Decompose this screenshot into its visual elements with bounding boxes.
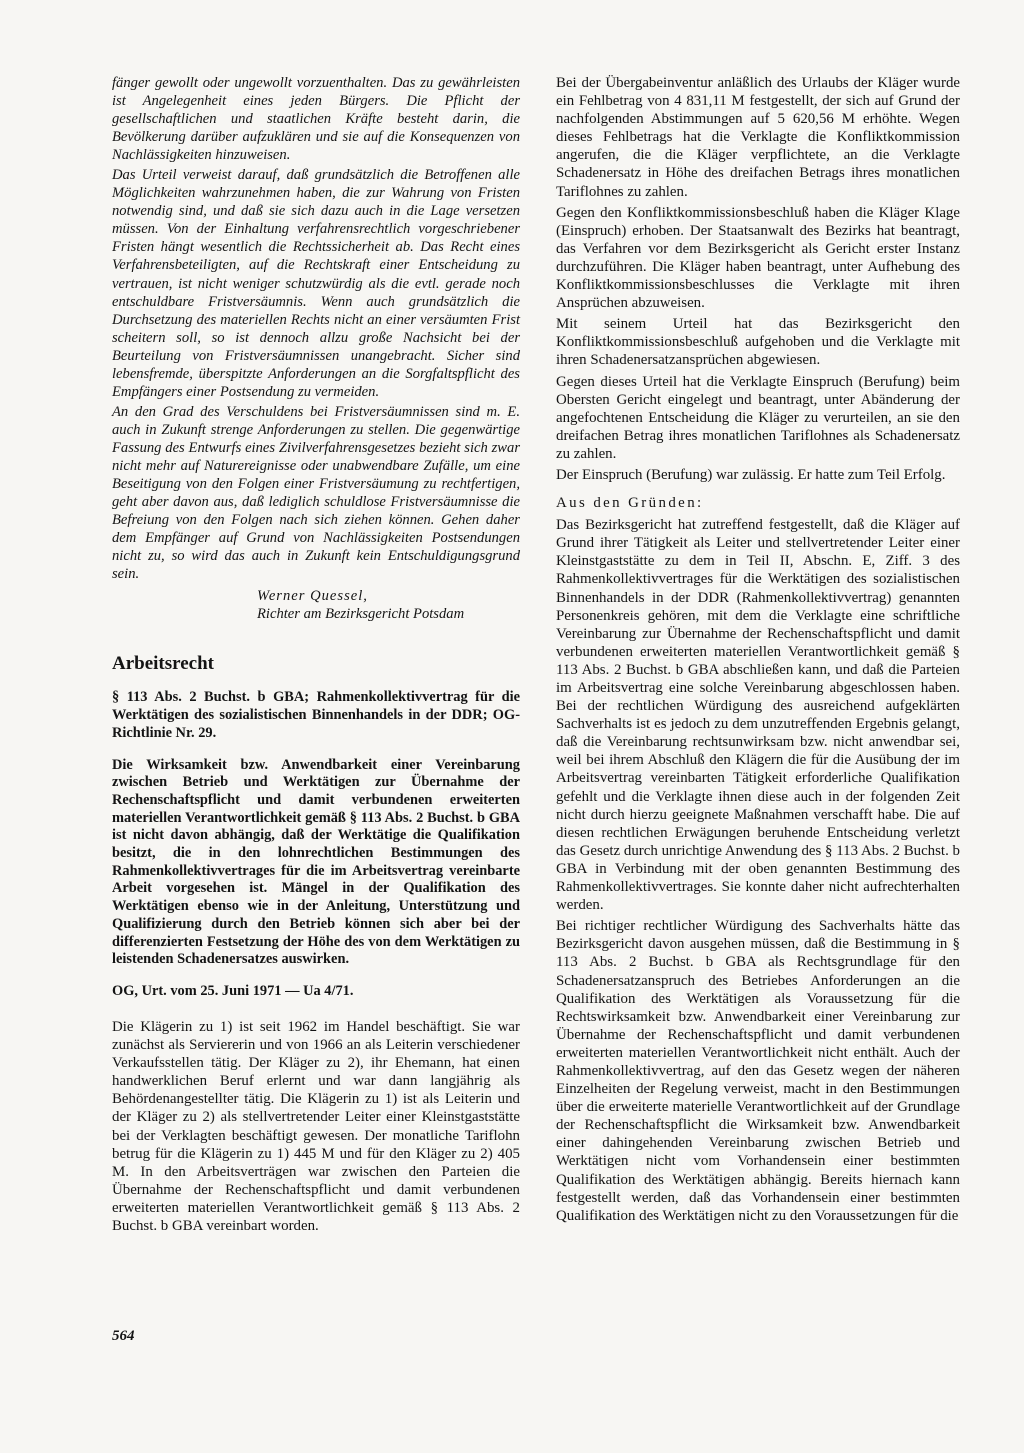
right-column — [556, 74, 960, 1228]
commentary-block — [112, 74, 520, 623]
commentary-paragraph: fänger gewollt oder ungewollt vorzuenthalten. Das zu gewährleisten ist Angelegenheit eines jeden Bürgers. Die Pflicht der gesellschaftlichen und staatlichen Kräfte besteht darin, die Bevölkerung darüber aufzuklären und sie auf die Konsequenzen von Nachlässigkeiten hinzuweisen. — [112, 75, 520, 164]
body-paragraph: Gegen dieses Urteil hat die Verklagte Einspruch (Berufung) beim Obersten Gericht eingelegt und beantragt, unter Abänderung der angefochtenen Entscheidung die Kläger zu verurteilen, an sie den dreifachen Betrag ihres monatlichen Tariflohnes als Schadenersatz zu zahlen. — [556, 373, 960, 462]
signature — [257, 587, 520, 623]
headnote: Die Wirksamkeit bzw. Anwendbarkeit einer Vereinbarung zwischen Betrieb und Werktätigen zur Übernahme der Rechenschaftspflicht und damit verbundenen erweiterten materiellen Verantwortlichkeit gemäß § 113 Abs. 2 Buchst. b GBA ist nicht davon abhängig, daß der Werktätige die Qualifikation besitzt, die in den lohnrechtlichen Bestimmungen des Rahmenkollektivvertrages für die im Arbeitsvertrag vereinbarte Arbeit vorgesehen ist. Mängel in der Qualifikation des Werktätigen ebenso wie in der Anleitung, Unterstützung und Qualifizierung durch den Betrieb können sich aber bei der differenzierten Festsetzung der Höhe des von dem Werktätigen zu leistenden Schadenersatzes auswirken. — [112, 756, 520, 968]
signature-title: Richter am Bezirksgericht Potsdam — [257, 606, 465, 623]
facts-block — [112, 1018, 520, 1235]
reasons-heading: Aus den Gründen: — [556, 495, 704, 512]
body-paragraph: Gegen den Konfliktkommissionsbeschluß haben die Kläger Klage (Einspruch) erhoben. Der Staatsanwalt des Bezirks hat beantragt, das Verfahren vor dem Bezirksgericht als Gericht erster Instanz durchzuführen. Die Kläger haben beantragt, unter Aufhebung des Konfliktkommissionsbeschlusses die Verklagte mit ihren Ansprüchen abzuweisen. — [556, 204, 960, 312]
facts-paragraph: Die Klägerin zu 1) ist seit 1962 im Handel beschäftigt. Sie war zunächst als Serviererin und von 1966 an als Leiterin verschiedener Verkaufsstellen tätig. Der Kläger zu 2), ihr Ehemann, hat einen handwerklichen Beruf erlernt und war dann langjährig als Behördenangestellter tätig. Die Klägerin zu 1) ist als Leiterin und der Kläger zu 2) als stellvertretender Leiter einer Kleinstgaststätte bei der Verklagten beschäftigt gewesen. Der monatliche Tariflohn betrug für die Klägerin zu 1) 445 M und für den Kläger zu 2) 405 M. In den Arbeitsverträgen war zwischen den Parteien die Übernahme der Rechenschaftspflicht und damit verbundenen erweiterten materiellen Verantwortlichkeit gemäß § 113 Abs. 2 Buchst. b GBA vereinbart worden. — [112, 1018, 520, 1234]
procedure-block — [556, 74, 960, 1225]
norms-reference: § 113 Abs. 2 Buchst. b GBA; Rahmenkollektivvertrag für die Werktätigen des sozialistischen Binnenhandels in der DDR; OG-Richtlinie Nr. 29. — [112, 689, 520, 741]
body-paragraph: Bei der Übergabeinventur anläßlich des Urlaubs der Kläger wurde ein Fehlbetrag von 4 831,11 M festgestellt, der sich auf Grund der nachfolgenden Abstimmungen auf 5 620,56 M erhöhte. Wegen dieses Fehlbetrags hat die Verklagte die Konfliktkommission angerufen, die die Kläger verpflichtete, an die Verklagte Schadenersatz in Höhe des dreifachen Betrags ihres monatlichen Tariflohnes zu zahlen. — [556, 75, 960, 200]
commentary-paragraph: An den Grad des Verschuldens bei Fristversäumnissen sind m. E. auch in Zukunft strenge Anforderungen zu stellen. Die gegenwärtige Fassung des Entwurfs eines Zivilverfahrensgesetzes bezieht sich zwar nicht mehr auf Naturereignisse oder unabwendbare Zufälle, um eine Beseitigung von den Folgen einer Fristversäumung zu rechtfertigen, geht aber davon aus, daß lediglich schuldlose Fristversäumnisse die Befreiung von den Folgen nach sich ziehen können. Gehen daher dem Empfänger auf Grund von Nachlässigkeiten Postsendungen nicht zu, so wird das auch in Zukunft kein Entschuldigungsgrund sein. — [112, 403, 520, 583]
case-header — [112, 689, 520, 969]
body-paragraph: Mit seinem Urteil hat das Bezirksgericht den Konfliktkommissionsbeschluß aufgehoben und die Verklagte mit ihren Schadenersatzansprüchen abgewiesen. — [556, 316, 960, 369]
commentary-paragraph: Das Urteil verweist darauf, daß grundsätzlich die Betroffenen alle Möglichkeiten wahrzunehmen haben, die zur Wahrung von Fristen notwendig sind, und daß sie sich dazu auch in die Lage versetzen müssen. Von der Einhaltung verfahrensrechtlich vorgeschriebener Fristen hängt wesentlich die Rechtssicherheit ab. Das Recht eines Verfahrensbeteiligten, auf die Rechtskraft einer Entscheidung zu vertrauen, ist nicht weniger schutzwürdig als die evtl. gerade noch entschuldbare Fristversäumnis. Wenn auch grundsätzlich die Durchsetzung des materiellen Rechts nicht an einer versäumten Frist scheitern soll, so ist dennoch allzu große Nachsicht bei der Beurteilung von Fristversäumnissen unangebracht. Sicher sind lebensfremde, überspitzte Anforderungen an die Sorgfaltspflicht des Empfängers einer Postsendung zu vermeiden. — [112, 167, 520, 400]
reasons-paragraph: Bei richtiger rechtlicher Würdigung des Sachverhalts hätte das Bezirksgericht davon ausgehen müssen, daß die Bestimmung in § 113 Abs. 2 Buchst. b GBA als Rechtsgrundlage für den Schadenersatzanspruch des Betriebes Anforderungen an die Qualifikation des Werktätigen als Voraussetzung für die Rechtswirksamkeit bzw. Anwendbarkeit einer Vereinbarung zur Übernahme der Rechenschaftspflicht und damit verbundenen erweiterten materiellen Verantwortlichkeit nicht enthält. Auch der Rahmenkollektivvertrag, auf den das Gesetz wegen der näheren Einzelheiten der Regelung verweist, macht in den Bestimmungen über die erweiterte materielle Verantwortlichkeit auf der Grundlage der Rechenschaftspflicht die Wirksamkeit bzw. Anwendbarkeit einer dahingehenden Vereinbarung zwischen Betrieb und Werktätigen nicht vom Vorhandensein einer bestimmten Qualifikation des Werktätigen abhängig. Bereits hiernach kann festgestellt werden, daß das Vorhandensein einer bestimmten Qualifikation des Werktätigen nicht zu den Voraussetzungen für die — [556, 918, 960, 1224]
signature-name: Werner Quessel, — [257, 588, 368, 605]
case-citation: OG, Urt. vom 25. Juni 1971 — Ua 4/71. — [112, 982, 354, 999]
left-column — [112, 74, 520, 1238]
reasons-paragraph: Das Bezirksgericht hat zutreffend festgestellt, daß die Kläger auf Grund ihrer Tätigkeit als Leiter und stellvertretender Leiter einer Kleinstgaststätte zu dem in Teil II, Abschn. E, Ziff. 3 des Rahmenkollektivvertrages für die Werktätigen des sozialistischen Binnenhandels in der DDR (Rahmenkollektivvertrag) genannten Personenkreis gehören, mit dem die Verklagte eine schriftliche Vereinbarung zur Übernahme der Rechenschaftspflicht und damit verbundenen erweiterten materiellen Verantwortlichkeit gemäß § 113 Abs. 2 Buchst. b GBA abschließen kann, und daß die Parteien im Arbeitsvertrag eine solche Vereinbarung abgeschlossen haben. Bei der rechtlichen Würdigung des ausreichend aufgeklärten Sachverhalts ist es jedoch zu dem unzutreffenden Ergebnis gelangt, daß die Vereinbarung rechtsunwirksam bzw. nicht anwendbar sei, weil bei ihrem Abschluß den Klägern die für die Ausübung der im Arbeitsvertrag vereinbarten Tätigkeit erforderliche Qualifikation gefehlt und die Verklagte ihnen diese auch in der folgenden Zeit nicht durch hierzu geeignete Maßnahmen verschafft habe. Die auf diesen rechtlichen Erwägungen beruhende Entscheidung verletzt das Gesetz durch unrichtige Anwendung des § 113 Abs. 2 Buchst. b GBA in Verbindung mit der oben genannten Bestimmung des Rahmenkollektivvertrages. Sie konnte daher nicht aufrechterhalten werden. — [556, 517, 960, 914]
body-paragraph: Der Einspruch (Berufung) war zulässig. Er hatte zum Teil Erfolg. — [556, 466, 946, 483]
section-heading: Arbeitsrecht — [112, 653, 215, 675]
page-number: 564 — [112, 1328, 135, 1344]
